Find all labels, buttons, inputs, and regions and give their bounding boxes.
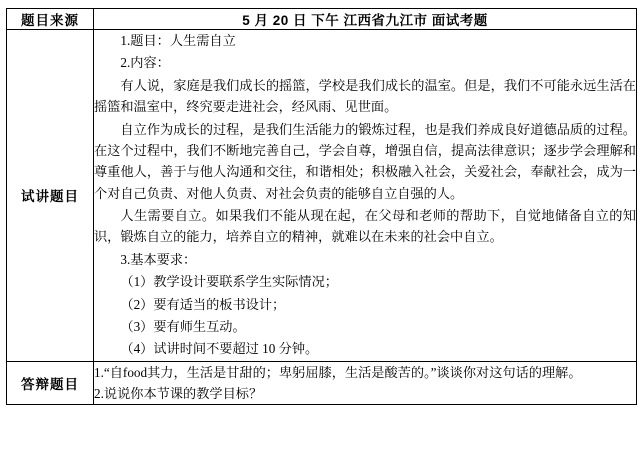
table-row-source [7,9,637,30]
lecture-requirement-1: （1）教学设计要联系学生实际情况； [120,274,338,290]
row-label-lecture: 试讲题目 [7,30,94,362]
lecture-paragraph-2: 自立作为成长的过程，是我们生活能力的锻炼过程，也是我们养成良好道德品质的过程。在这个过程中，我们不断地完善自己，学会自尊，增强自信，提高法律意识；逐步学会理解和尊重他人，善于与他人沟通和交往，和谐相处；积极融入社会，关爱社会，奉献社会，成为一个对自己负责、对他人负责、对社会负责的能够自立自强的人。 [94,121,636,201]
lecture-line-content-label: 2.内容： [120,55,170,71]
lecture-requirement-4: （4）试讲时间不要超过 10 分钟。 [120,341,319,357]
lecture-paragraph-3: 人生需要自立。如果我们不能从现在起，在父母和老师的帮助下，自觉地储备自立的知识，锻炼自立的能力，培养自立的精神，就难以在未来的社会中自立。 [94,208,636,245]
exam-table [6,8,637,405]
row-label-source: 题目来源 [7,9,94,30]
lecture-requirement-3: （3）要有师生互动。 [120,318,246,334]
table-row-defense [7,361,637,405]
lecture-requirement-2: （2）要有适当的板书设计； [120,296,286,312]
lecture-content [94,30,637,362]
defense-item-1: 1.“自food其力，生活是甘甜的；卑躬屈膝，生活是酸苦的。”谈谈你对这句话的理解。 [94,364,582,380]
row-label-defense: 答辩题目 [7,361,94,405]
lecture-paragraph-1: 有人说，家庭是我们成长的摇篮，学校是我们成长的温室。但是，我们不可能永远生活在摇篮和温室中，终究要走进社会，经风雨、见世面。 [94,77,636,115]
table-row-lecture [7,30,637,362]
lecture-line-requirements-label: 3.基本要求： [120,251,197,267]
defense-item-2: 2.说说你本节课的教学目标？ [94,386,263,401]
defense-content [94,361,637,405]
exam-source-value: 5 月 20 日 下午 江西省九江市 面试考题 [94,9,637,30]
lecture-line-title: 1.题目：人生需自立 [120,33,236,48]
